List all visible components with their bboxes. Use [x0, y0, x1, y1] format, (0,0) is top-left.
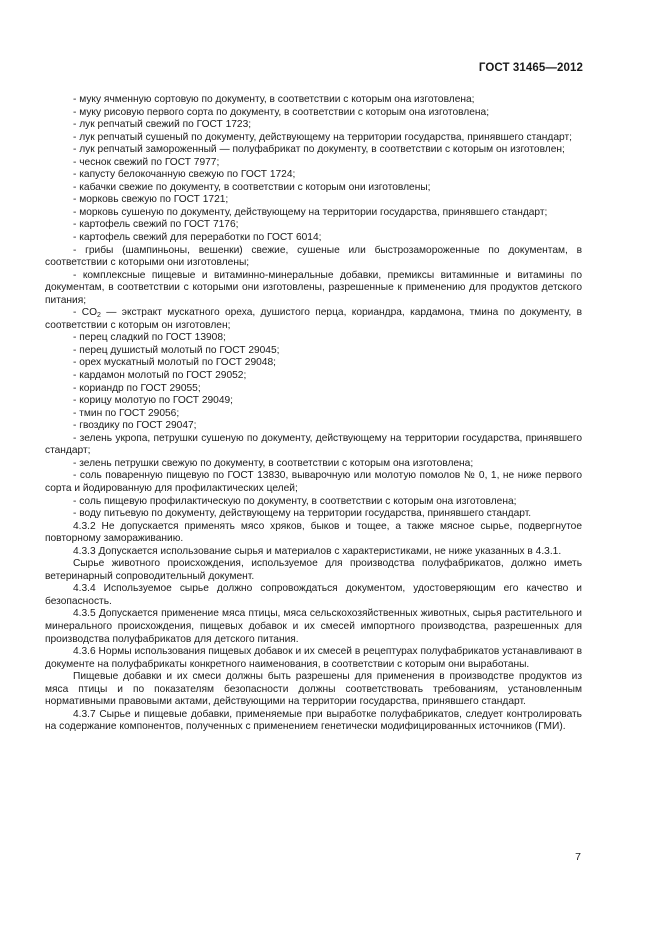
list-item: - муку ячменную сортовую по документу, в соответствии с которым она изготовлена;: [73, 94, 475, 105]
list-item: - перец душистый молотый по ГОСТ 29045;: [73, 344, 280, 356]
list-item: - кориандр по ГОСТ 29055;: [73, 382, 201, 394]
paragraph: 4.3.7 Сырье и пищевые добавки, применяемые при выработке полуфабрикатов, следует контролировать на содержание компонентов, полученных с применением генетически модифицированных источников (ГМИ).: [45, 708, 582, 733]
list-item: - перец сладкий по ГОСТ 13908;: [73, 332, 226, 344]
list-item: - воду питьевую по документу, действующему на территории государства, принявшего стандарт.: [73, 508, 532, 520]
list-item: - грибы (шампиньоны, вешенки) свежие, сушеные или быстрозамороженные по документам, в соответствии с которыми они изготовлены;: [45, 244, 582, 269]
list-item: - морковь свежую по ГОСТ 1721;: [73, 194, 229, 206]
standard-header: ГОСТ 31465—2012: [478, 62, 583, 74]
list-item: - картофель свежий для переработки по ГОСТ 6014;: [73, 232, 322, 244]
paragraph: Пищевые добавки и их смеси должны быть разрешены для применения в производстве продуктов из мяса птицы и по показателям безопасности должны соответствовать требованиям, установленным нормативными правовыми актами, действующими на территории государства, принявшего стандарт.: [45, 671, 582, 708]
paragraph: Сырье животного происхождения, используемое для производства полуфабрикатов, должно иметь ветеринарный сопроводительный документ.: [45, 558, 582, 582]
list-item: - тмин по ГОСТ 29056;: [73, 407, 180, 419]
co2-prefix: - CO: [73, 307, 98, 319]
list-item: - лук репчатый свежий по ГОСТ 1723;: [73, 119, 252, 131]
paragraph: 4.3.2 Не допускается применять мясо хряков, быков и тощее, а также мясное сырье, подвергнутое повторному замораживанию.: [45, 520, 582, 545]
list-item: - орех мускатный молотый по ГОСТ 29048;: [73, 357, 276, 369]
list-item: - соль поваренную пищевую по ГОСТ 13830, выварочную или молотую помолов № 0, 1, не ниже первого сорта и йодированную для профилактических целей;: [45, 470, 582, 494]
list-item: - зелень петрушки свежую по документу, в соответствии с которым она изготовлена;: [73, 457, 474, 469]
document-body: [45, 94, 582, 734]
list-item: - кардамон молотый по ГОСТ 29052;: [73, 370, 247, 382]
paragraph: 4.3.3 Допускается использование сырья и материалов с характеристиками, не ниже указанных в 4.3.1.: [73, 545, 562, 557]
page-number: 7: [575, 851, 581, 863]
list-item: - корицу молотую по ГОСТ 29049;: [73, 395, 233, 407]
list-item: - кабачки свежие по документу, в соответствии с которым они изготовлены;: [73, 181, 431, 193]
list-item: - лук репчатый сушеный по документу, действующему на территории государства, принявшего стандарт;: [73, 131, 572, 143]
list-item: - муку рисовую первого сорта по документу, в соответствии с которым она изготовлена;: [73, 106, 490, 118]
list-item: - лук репчатый замороженный — полуфабрикат по документу, в соответствии с которым он изготовлен;: [73, 144, 565, 156]
paragraph: 4.3.4 Используемое сырье должно сопровождаться документом, удостоверяющим его качество и безопасность.: [45, 583, 582, 607]
paragraph: 4.3.6 Нормы использования пищевых добавок и их смесей в рецептурах полуфабрикатов устанавливают в документе на полуфабрикаты конкретного наименования, в соответствии с которым они выработаны.: [45, 646, 582, 670]
co2-subscript: 2: [97, 312, 101, 320]
list-item: - гвоздику по ГОСТ 29047;: [73, 420, 197, 432]
list-item: - зелень укропа, петрушки сушеную по документу, действующему на территории государства, принявшего стандарт;: [45, 432, 582, 457]
list-item: - картофель свежий по ГОСТ 7176;: [73, 219, 239, 231]
paragraph: 4.3.5 Допускается применение мяса птицы, мяса сельскохозяйственных животных, сырья растительного и минерального происхождения, пищевых добавок и их смесей импортного производства, разрешенных для производства полуфабрикатов для детского питания.: [45, 608, 582, 645]
list-item: - морковь сушеную по документу, действующему на территории государства, принявшего стандарт;: [73, 206, 548, 218]
list-item-co2-extract: [45, 307, 582, 332]
list-item: - комплексные пищевые и витаминно-минеральные добавки, премиксы витаминные и витамины по документам, в соответствии с которыми они изготовлены, разрешенные к применению для продуктов детского питания;: [45, 269, 582, 306]
co2-text: — экстракт мускатного ореха, душистого перца, кориандра, кардамона, тмина по документу, в соответствии с которым он изготовлен;: [45, 307, 582, 331]
list-item: - соль пищевую профилактическую по документу, в соответствии с которым она изготовлена;: [73, 495, 517, 507]
list-item: - чеснок свежий по ГОСТ 7977;: [73, 156, 220, 168]
list-item: - капусту белокочанную свежую по ГОСТ 1724;: [73, 169, 296, 181]
